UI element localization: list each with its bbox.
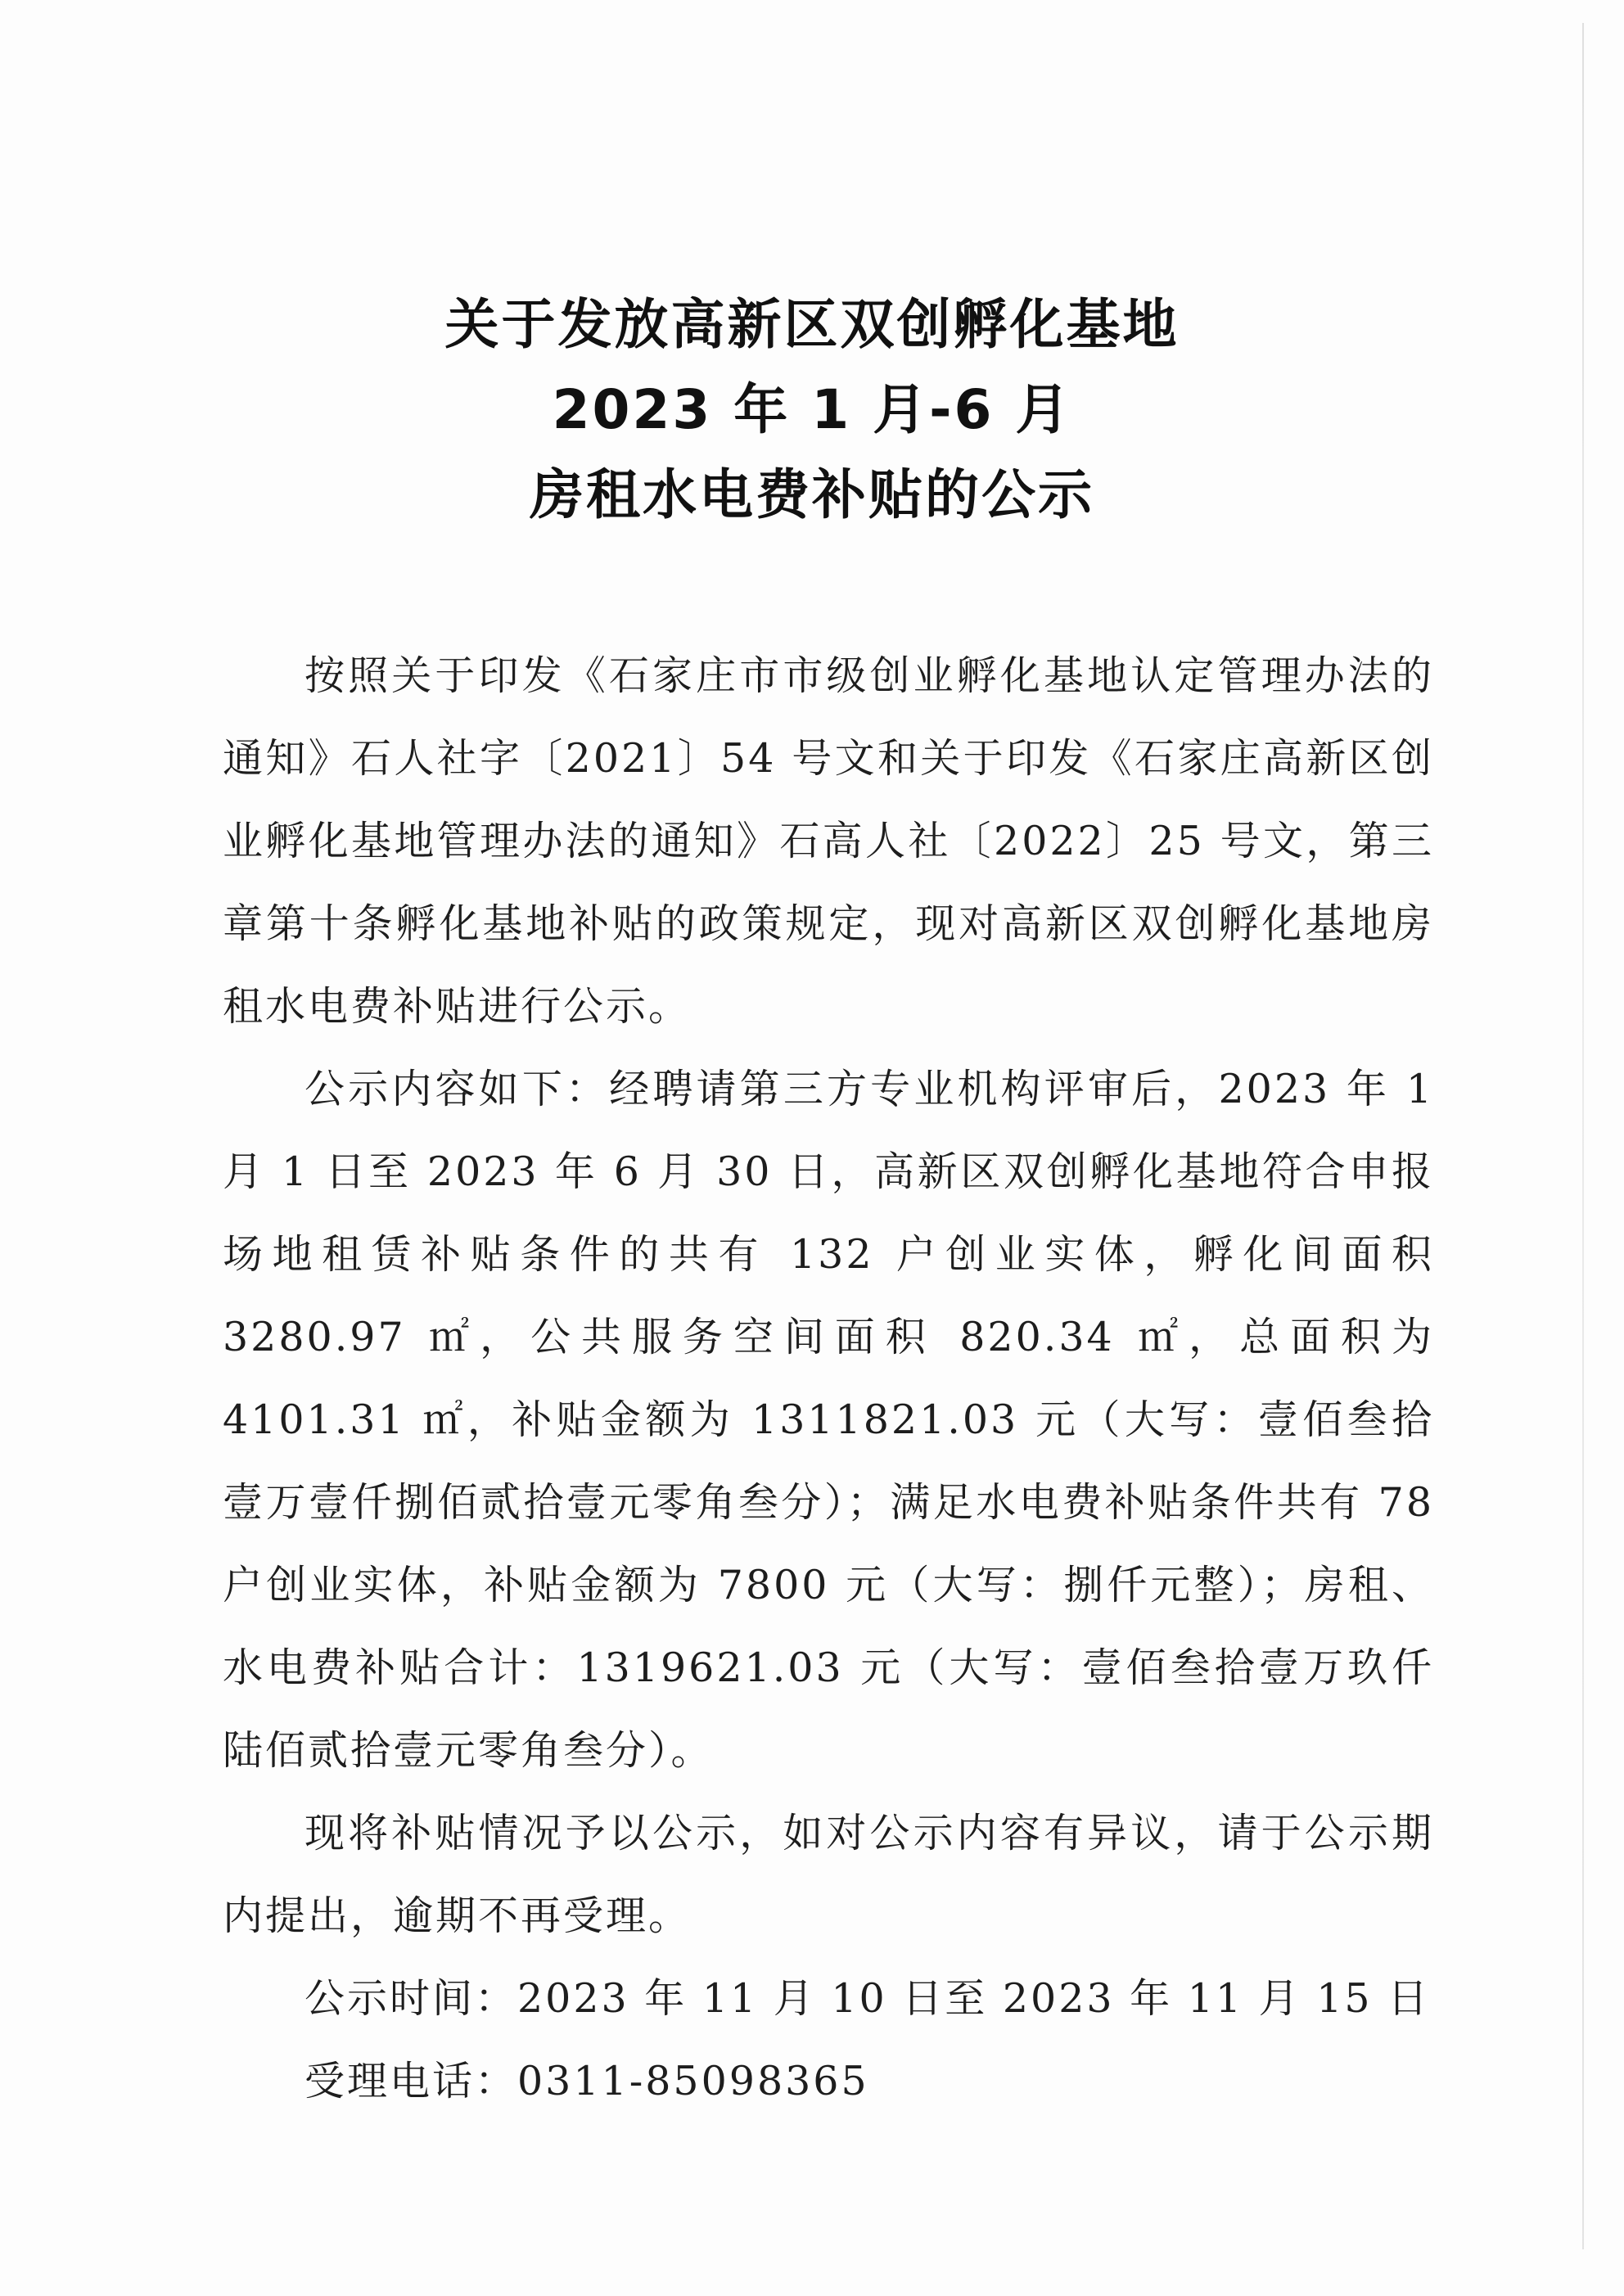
paragraph-objection: 现将补贴情况予以公示，如对公示内容有异议，请于公示期内提出，逾期不再受理。 xyxy=(223,1810,1434,1939)
contact-phone: 受理电话：0311-85098365 xyxy=(304,2058,869,2104)
title-line-1: 关于发放高新区双创孵化基地 xyxy=(444,293,1180,356)
notice-time: 公示时间：2023 年 11 月 10 日至 2023 年 11 月 15 日 xyxy=(304,1975,1431,2022)
title-line-2: 2023 年 1 月-6 月 xyxy=(552,378,1072,441)
document-body xyxy=(223,634,1434,2122)
title-line-3: 房租水电费补贴的公示 xyxy=(530,463,1094,526)
paragraph-notice-content: 公示内容如下：经聘请第三方专业机构评审后，2023 年 1 月 1 日至 2023 年 6 月 30 日，高新区双创孵化基地符合申报场地租赁补贴条件的共有 132 户创业实体，孵化间面积 3280.97 ㎡，公共服务空间面积 820.34 ㎡，总面积为 4101.31 ㎡，补贴金额为 1311821.03 元（大写：壹佰叁拾壹万壹仟捌佰贰拾壹元零角叁分）；满足水电费补贴条件共有 78 户创业实体，补贴金额为 7800 元（大写：捌仟元整）；房租、水电费补贴合计：1319621.03 元（大写：壹佰叁拾壹万玖仟陆佰贰拾壹元零角叁分）。 xyxy=(223,1066,1434,1774)
document-title xyxy=(0,282,1624,538)
paragraph-policy-basis: 按照关于印发《石家庄市市级创业孵化基地认定管理办法的通知》石人社字〔2021〕54 号文和关于印发《石家庄高新区创业孵化基地管理办法的通知》石高人社〔2022〕25 号文，第三章第十条孵化基地补贴的政策规定，现对高新区双创孵化基地房租水电费补贴进行公示。 xyxy=(223,652,1434,1030)
